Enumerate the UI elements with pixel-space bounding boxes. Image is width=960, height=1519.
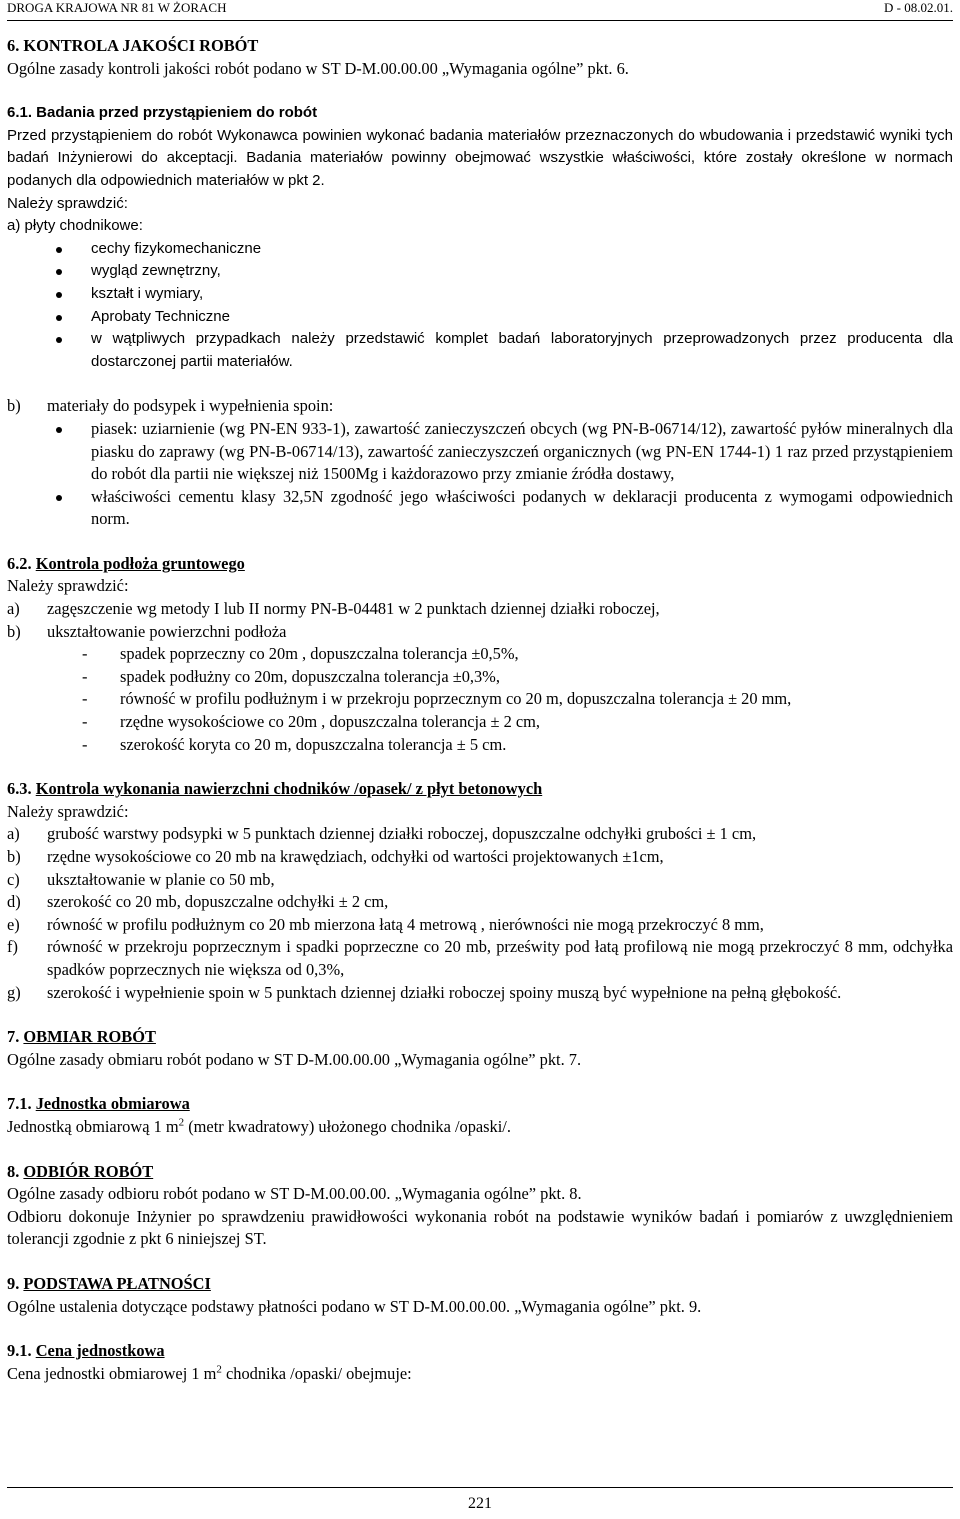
- list-item: piasek: uziarnienie (wg PN-EN 933-1), zawartość zanieczyszczeń obcych (wg PN-B-06714/12), zawartość pyłów mineralnych dla piasku do zaprawy (wg PN-B-06714/13), zawartość zanieczyszczeń organicznych (wg PN-EN 1744-1) 1 raz przed przystąpieniem do robót dla partii nie większej niż 1500Mg i każdorazowo przy zmianie źródła dostawy,: [7, 418, 953, 486]
- list-item: Aprobaty Techniczne: [7, 306, 953, 329]
- bullet-icon: [56, 247, 62, 253]
- list-item: a) zagęszczenie wg metody I lub II normy PN-B-04481 w 2 punktach dziennej działki roboczej,: [7, 599, 660, 619]
- page-footer: [7, 1487, 953, 1513]
- dash-item: - rzędne wysokościowe co 20m , dopuszczalna tolerancja ± 2 cm,: [82, 712, 540, 732]
- list-item: d) szerokość co 20 mb, dopuszczalne odchyłki ± 2 cm,: [7, 892, 389, 912]
- list-item: właściwości cementu klasy 32,5N zgodność jego właściwości podanych w deklaracji producenta z wymogami odpowiednich norm.: [7, 486, 953, 531]
- header-road-name: DROGA KRAJOWA NR 81 W ŻORACH: [7, 0, 227, 15]
- section-6-1-b-list: [7, 418, 953, 531]
- bullet-icon: [56, 292, 62, 298]
- section-6-1-paragraph: [7, 125, 953, 193]
- section-6-title: 6. KONTROLA JAKOŚCI ROBÓT: [7, 36, 259, 55]
- section-6-intro: Ogólne zasady kontroli jakości robót podano w ST D-M.00.00.00 „Wymagania ogólne” pkt. 6.: [7, 58, 629, 78]
- section-6-2-check: Należy sprawdzić:: [7, 576, 129, 596]
- section-6-3-title: 6.3. Kontrola wykonania nawierzchni chodników /opasek/ z płyt betonowych: [7, 779, 543, 799]
- section-6-2-title: 6.2. Kontrola podłoża gruntowego: [7, 553, 245, 573]
- section-6-3-check: Należy sprawdzić:: [7, 801, 129, 821]
- section-7-title: 7. OBMIAR ROBÓT: [7, 1027, 156, 1047]
- dash-item: - równość w profilu podłużnym i w przekroju poprzecznym co 20 m, dopuszczalna tolerancja ± 20 mm,: [82, 689, 792, 709]
- section-6-1-b-label: b) materiały do podsypek i wypełnienia spoin:: [7, 396, 334, 416]
- section-7-1-text: Jednostką obmiarową 1 $m^2$ (metr kwadratowy) ułożonego chodnika /opaski/.: [7, 1116, 511, 1136]
- section-9-1-title: 9.1. Cena jednostkowa: [7, 1341, 165, 1361]
- page-number: 221: [468, 1495, 492, 1512]
- section-8-title: 8. ODBIÓR ROBÓT: [7, 1161, 154, 1181]
- list-item: b) rzędne wysokościowe co 20 mb na krawędziach, odchyłki od wartości projektowanych ±1cm,: [7, 847, 664, 866]
- page-header: [7, 0, 953, 21]
- dash-item: - spadek poprzeczny co 20m , dopuszczalna tolerancja ±0,5%,: [82, 644, 519, 664]
- bullet-icon: [56, 315, 62, 321]
- bullet-icon: [56, 495, 62, 501]
- section-6-1-p1: Przed przystąpieniem do robót Wykonawca powinien wykonać badania materiałów przeznaczonych do wbudowania i przedstawić wyniki tych badań Inżynierowi do akceptacji.: [7, 126, 953, 167]
- list-item: g) szerokość i wypełnienie spoin w 5 punktach dziennej działki roboczej spoiny muszą być wypełnione na pełną głębokość.: [7, 982, 842, 1002]
- dash-item: - szerokość koryta co 20 m, dopuszczalna tolerancja ± 5 cm.: [82, 734, 507, 754]
- list-item: b) ukształtowanie powierzchni podłoża: [7, 621, 287, 641]
- bullet-icon: [56, 269, 62, 275]
- section-9-intro: Ogólne ustalenia dotyczące podstawy płatności podano w ST D-M.00.00.00. „Wymagania ogólne” pkt. 9.: [7, 1296, 702, 1316]
- list-item: kształt i wymiary,: [7, 283, 953, 306]
- list-item: cechy fizykomechaniczne: [7, 238, 953, 261]
- section-7-intro: Ogólne zasady obmiaru robót podano w ST D-M.00.00.00 „Wymagania ogólne” pkt. 7.: [7, 1049, 582, 1069]
- list-item: a) grubość warstwy podsypki w 5 punktach dziennej działki roboczej, dopuszczalne odchyłki grubości ± 1 cm,: [7, 824, 757, 844]
- section-6-1-a-label: a) płyty chodnikowe:: [7, 217, 143, 235]
- section-6-1-a-list: [7, 238, 953, 374]
- list-item: wygląd zewnętrzny,: [7, 260, 953, 283]
- list-item: w wątpliwych przypadkach należy przedstawić komplet badań laboratoryjnych przeprowadzonych przez producenta dla dostarczonej partii materiałów.: [7, 328, 953, 373]
- document-body: [7, 35, 953, 1385]
- bullet-icon: [56, 337, 62, 343]
- section-8-paragraph: Odbioru dokonuje Inżynier po sprawdzeniu prawidłowości wykonania robót na podstawie wyników badań i pomiarów z uwzględnieniem tolerancji zgodnie z pkt 6 niniejszej ST.: [7, 1206, 953, 1249]
- list-item: e) równość w profilu podłużnym co 20 mb mierzona łatą 4 metrową , nierówności nie mogą przekroczyć 8 mm,: [7, 914, 764, 934]
- section-9-1-text: Cena jednostki obmiarowej 1 $m^2$ chodnika /opaski/ obejmuje:: [7, 1363, 412, 1383]
- list-item: c) ukształtowanie w planie co 50 mb,: [7, 869, 275, 889]
- section-8-intro: Ogólne zasady odbioru robót podano w ST D-M.00.00.00. „Wymagania ogólne” pkt. 8.: [7, 1184, 582, 1204]
- section-6-1-check: Należy sprawdzić:: [7, 194, 128, 212]
- list-item: f) równość w przekroju poprzecznym i spadki poprzeczne co 20 mb, prześwity pod łatą profilową nie mogą przekroczyć 8 mm, odchyłka spadków poprzecznych nie większa od 0,3%,: [7, 937, 953, 979]
- dash-item: - spadek podłużny co 20m, dopuszczalna tolerancja ±0,3%,: [82, 666, 500, 686]
- section-6-1-title: 6.1. Badania przed przystąpieniem do robót: [7, 104, 318, 122]
- section-6-1-p1b: Badania materiałów powinny obejmować wszystkie właściwości, które zostały określone w normach podanych dla odpowiednich materiałów w pkt 2.: [7, 149, 953, 189]
- header-spec-code: D - 08.02.01.: [884, 0, 953, 15]
- bullet-icon: [56, 427, 62, 433]
- section-9-title: 9. PODSTAWA PŁATNOŚCI: [7, 1273, 211, 1293]
- section-7-1-title: 7.1. Jednostka obmiarowa: [7, 1094, 190, 1114]
